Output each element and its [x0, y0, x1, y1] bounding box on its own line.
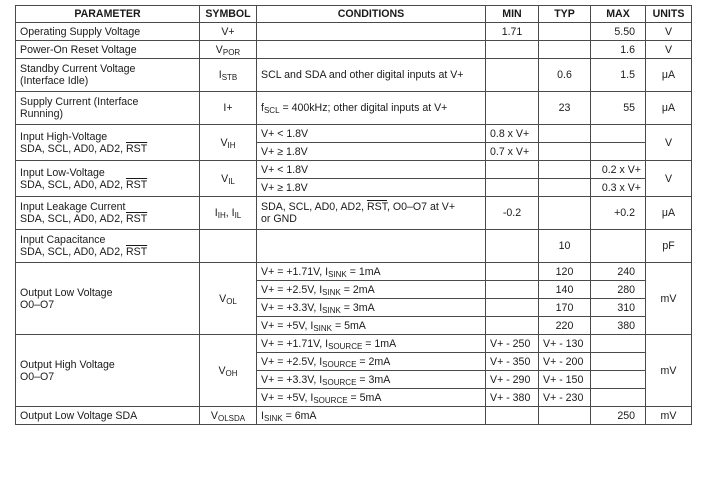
- table-row: [16, 335, 692, 353]
- parameter-line2: O0–O7: [20, 298, 55, 311]
- cond-i-sub: SOURCE: [322, 359, 357, 369]
- max-cell: 5.50: [591, 23, 646, 41]
- min-cell: [486, 263, 539, 281]
- cond-i-base: I: [325, 337, 329, 350]
- min-cell: V+ - 290: [486, 371, 539, 389]
- cond-i-sub: SINK: [328, 269, 347, 279]
- parameter-cell: [16, 92, 200, 125]
- parameter-line2: (Interface Idle): [20, 75, 89, 87]
- min-cell: 0.8 x V+: [486, 125, 539, 143]
- conditions-cell: SCL and SDA and other digital inputs at V+: [257, 59, 486, 92]
- typ-cell: V+ - 150: [539, 371, 591, 389]
- table-row: [16, 197, 692, 230]
- max-cell: 1.5: [591, 59, 646, 92]
- conditions-cell: [257, 230, 486, 263]
- parameter-line2: SDA, SCL, AD0, AD2,: [20, 213, 126, 225]
- parameter-line2: O0–O7: [20, 370, 55, 383]
- parameter-cell: [16, 263, 200, 335]
- cond-i-sub: SINK: [322, 287, 341, 297]
- symbol-base: V: [218, 364, 226, 377]
- conditions-cell: [257, 299, 486, 317]
- symbol-cell: [200, 197, 257, 230]
- cond-pre: V+ = +2.5V,: [261, 283, 320, 296]
- min-cell: [486, 281, 539, 299]
- header-units: UNITS: [646, 6, 692, 23]
- header-min: MIN: [486, 6, 539, 23]
- symbol-sub: IL: [228, 176, 235, 186]
- parameter-cell: Output Low Voltage SDA: [16, 407, 200, 425]
- min-cell: 0.7 x V+: [486, 143, 539, 161]
- symbol-base: V: [215, 43, 223, 56]
- symbol-base: V: [220, 136, 228, 149]
- min-cell: [486, 317, 539, 335]
- rst-overline: $\overline{RST}$: [125, 142, 148, 155]
- typ-cell: V+ - 230: [539, 389, 591, 407]
- cond-pre: V+ = +1.71V,: [261, 265, 326, 278]
- typ-cell: V+ - 200: [539, 353, 591, 371]
- units-cell: V: [646, 41, 692, 59]
- symbol-cell: [200, 263, 257, 335]
- min-cell: [486, 161, 539, 179]
- symbol-cell: [200, 161, 257, 197]
- cond-pre: V+ = +3.3V,: [261, 301, 320, 314]
- max-cell: 280: [591, 281, 646, 299]
- cond-post: = 1mA: [362, 337, 397, 350]
- cond-post: = 2mA: [356, 355, 391, 368]
- symbol-sub: OH: [225, 368, 238, 378]
- conditions-cell: [257, 23, 486, 41]
- conditions-cell: V+ < 1.8V: [257, 161, 486, 179]
- typ-cell: 170: [539, 299, 591, 317]
- max-cell: 250: [591, 407, 646, 425]
- symbol-b-base: I: [231, 207, 235, 219]
- cond-i-sub: SOURCE: [328, 341, 363, 351]
- symbol-a-sub: IH: [217, 211, 226, 220]
- parameter-cell: [16, 335, 200, 407]
- symbol-cell: V+: [200, 23, 257, 41]
- rst-overline: $\overline{RST}$: [366, 201, 387, 213]
- cond-rest: = 400kHz; other digital inputs at V+: [279, 102, 448, 114]
- cond-post: = 1mA: [346, 265, 381, 278]
- cond-pre: V+ = +3.3V,: [261, 373, 320, 386]
- table-row: [16, 92, 692, 125]
- conditions-cell: [257, 197, 486, 230]
- header-symbol: SYMBOL: [200, 6, 257, 23]
- cond-line2: or GND: [261, 213, 297, 225]
- cond-post: = 6mA: [282, 409, 317, 422]
- max-cell: [591, 230, 646, 263]
- cond-post: = 2mA: [340, 283, 375, 296]
- cond-i-base: I: [319, 355, 323, 368]
- units-cell: μA: [646, 92, 692, 125]
- symbol-cell: [200, 335, 257, 407]
- typ-cell: [539, 179, 591, 197]
- symbol-base: V: [210, 409, 218, 422]
- cond-base: f: [261, 102, 264, 114]
- max-cell: [591, 335, 646, 353]
- table-row: [16, 161, 692, 179]
- header-max: MAX: [591, 6, 646, 23]
- cond-sub: SCL: [263, 106, 280, 115]
- conditions-cell: [257, 41, 486, 59]
- parameter-line1: Output High Voltage: [20, 358, 115, 371]
- cond-i-sub: SINK: [263, 413, 283, 423]
- table-row: [16, 23, 692, 41]
- symbol-cell: [200, 59, 257, 92]
- symbol-b-sub: IL: [234, 211, 242, 220]
- units-cell: pF: [646, 230, 692, 263]
- header-row: [16, 6, 692, 23]
- cond-pre: V+ = +5V,: [261, 319, 311, 332]
- max-cell: 310: [591, 299, 646, 317]
- cond-i-sub: SINK: [313, 323, 333, 333]
- symbol-base: V: [219, 292, 227, 305]
- min-cell: 1.71: [486, 23, 539, 41]
- parameter-line1: Input Leakage Current: [20, 201, 126, 213]
- table-row: [16, 263, 692, 281]
- parameter-line2: SDA, SCL, AD0, AD2,: [20, 178, 126, 191]
- header-parameter: PARAMETER: [16, 6, 200, 23]
- typ-cell: [539, 161, 591, 179]
- typ-cell: [539, 23, 591, 41]
- parameter-cell: Power-On Reset Voltage: [16, 41, 200, 59]
- min-cell: [486, 59, 539, 92]
- parameter-line2: Running): [20, 108, 63, 120]
- max-cell: [591, 143, 646, 161]
- typ-cell: 140: [539, 281, 591, 299]
- min-cell: V+ - 250: [486, 335, 539, 353]
- parameter-line2: SDA, SCL, AD0, AD2,: [20, 246, 126, 258]
- max-cell: 240: [591, 263, 646, 281]
- parameter-cell: Operating Supply Voltage: [16, 23, 200, 41]
- max-cell: [591, 125, 646, 143]
- cond-i-sub: SOURCE: [322, 377, 357, 387]
- cond-post: , O0–O7 at V+: [387, 201, 456, 213]
- cond-pre: V+ = +2.5V,: [261, 355, 320, 368]
- units-cell: V: [646, 23, 692, 41]
- symbol-cell: [200, 230, 257, 263]
- symbol-cell: [200, 407, 257, 425]
- typ-cell: 220: [539, 317, 591, 335]
- min-cell: [486, 179, 539, 197]
- units-cell: mV: [646, 407, 692, 425]
- typ-cell: [539, 197, 591, 230]
- cond-i-base: I: [319, 301, 323, 314]
- min-cell: [486, 230, 539, 263]
- header-typ: TYP: [539, 6, 591, 23]
- table-row: [16, 230, 692, 263]
- conditions-cell: V+ ≥ 1.8V: [257, 179, 486, 197]
- cond-post: = 3mA: [340, 301, 375, 314]
- table-row: [16, 407, 692, 425]
- table-row: [16, 41, 692, 59]
- conditions-cell: [257, 317, 486, 335]
- typ-cell: [539, 407, 591, 425]
- units-cell: mV: [646, 263, 692, 335]
- units-cell: V: [646, 125, 692, 161]
- conditions-cell: [257, 353, 486, 371]
- typ-cell: 23: [539, 92, 591, 125]
- cond-post: = 5mA: [347, 391, 382, 404]
- min-cell: V+ - 380: [486, 389, 539, 407]
- cond-i-base: I: [310, 319, 314, 332]
- table-row: [16, 59, 692, 92]
- cond-post: = 3mA: [356, 373, 391, 386]
- rst-overline: $\overline{RST}$: [125, 246, 148, 258]
- symbol-sub: STB: [221, 73, 238, 82]
- units-cell: μA: [646, 197, 692, 230]
- max-cell: 0.2 x V+: [591, 161, 646, 179]
- parameter-line1: Output Low Voltage: [20, 286, 113, 299]
- parameter-cell: [16, 197, 200, 230]
- cond-pre: V+ = +1.71V,: [261, 337, 326, 350]
- cond-i-base: I: [325, 265, 329, 278]
- parameter-cell: [16, 125, 200, 161]
- parameter-line1: Standby Current Voltage: [20, 63, 136, 75]
- max-cell: [591, 353, 646, 371]
- typ-cell: 10: [539, 230, 591, 263]
- symbol-sub: OL: [226, 296, 237, 306]
- conditions-cell: [257, 371, 486, 389]
- parameter-line2: SDA, SCL, AD0, AD2,: [20, 142, 126, 155]
- conditions-cell: [257, 263, 486, 281]
- conditions-cell: [257, 92, 486, 125]
- min-cell: [486, 407, 539, 425]
- max-cell: +0.2: [591, 197, 646, 230]
- symbol-sep: ,: [225, 207, 232, 219]
- cond-pre: SDA, SCL, AD0, AD2,: [261, 201, 367, 213]
- units-cell: μA: [646, 59, 692, 92]
- units-cell: V: [646, 161, 692, 197]
- max-cell: [591, 389, 646, 407]
- conditions-cell: V+ < 1.8V: [257, 125, 486, 143]
- cond-i-sub: SOURCE: [313, 395, 348, 405]
- symbol-cell: I+: [200, 92, 257, 125]
- max-cell: [591, 371, 646, 389]
- min-cell: -0.2: [486, 197, 539, 230]
- symbol-a-base: I: [214, 207, 218, 219]
- max-cell: 380: [591, 317, 646, 335]
- conditions-cell: [257, 335, 486, 353]
- parameter-cell: [16, 161, 200, 197]
- max-cell: 0.3 x V+: [591, 179, 646, 197]
- parameter-line1: Input Capacitance: [20, 234, 106, 246]
- typ-cell: 120: [539, 263, 591, 281]
- max-cell: 1.6: [591, 41, 646, 59]
- cond-i-base: I: [319, 283, 323, 296]
- cond-post: = 5mA: [332, 319, 366, 332]
- typ-cell: V+ - 130: [539, 335, 591, 353]
- typ-cell: 0.6: [539, 59, 591, 92]
- conditions-cell: [257, 389, 486, 407]
- parameter-cell: [16, 59, 200, 92]
- cond-i-base: I: [310, 391, 314, 404]
- symbol-sub: OLSDA: [217, 413, 246, 423]
- conditions-cell: [257, 281, 486, 299]
- symbol-base: I: [218, 69, 222, 81]
- conditions-cell: V+ ≥ 1.8V: [257, 143, 486, 161]
- symbol-base: V: [221, 172, 229, 185]
- typ-cell: [539, 125, 591, 143]
- rst-overline: $\overline{RST}$: [125, 213, 148, 225]
- rst-overline: $\overline{RST}$: [125, 178, 148, 191]
- cond-i-sub: SINK: [322, 305, 341, 315]
- cond-i-base: I: [319, 373, 323, 386]
- min-cell: V+ - 350: [486, 353, 539, 371]
- conditions-cell: [257, 407, 486, 425]
- electrical-characteristics-table: [15, 5, 692, 425]
- parameter-line1: Supply Current (Interface: [20, 96, 139, 108]
- cond-pre: V+ = +5V,: [261, 391, 311, 404]
- table-row: [16, 125, 692, 143]
- symbol-sub: POR: [222, 47, 241, 57]
- typ-cell: [539, 143, 591, 161]
- symbol-cell: [200, 41, 257, 59]
- header-conditions: CONDITIONS: [257, 6, 486, 23]
- typ-cell: [539, 41, 591, 59]
- min-cell: [486, 299, 539, 317]
- parameter-line1: Input Low-Voltage: [20, 166, 105, 179]
- max-cell: 55: [591, 92, 646, 125]
- parameter-line1: Input High-Voltage: [20, 130, 108, 143]
- symbol-cell: [200, 125, 257, 161]
- cond-i-base: I: [261, 409, 264, 422]
- min-cell: [486, 92, 539, 125]
- symbol-sub: IH: [227, 140, 236, 150]
- units-cell: mV: [646, 335, 692, 407]
- parameter-cell: [16, 230, 200, 263]
- min-cell: [486, 41, 539, 59]
